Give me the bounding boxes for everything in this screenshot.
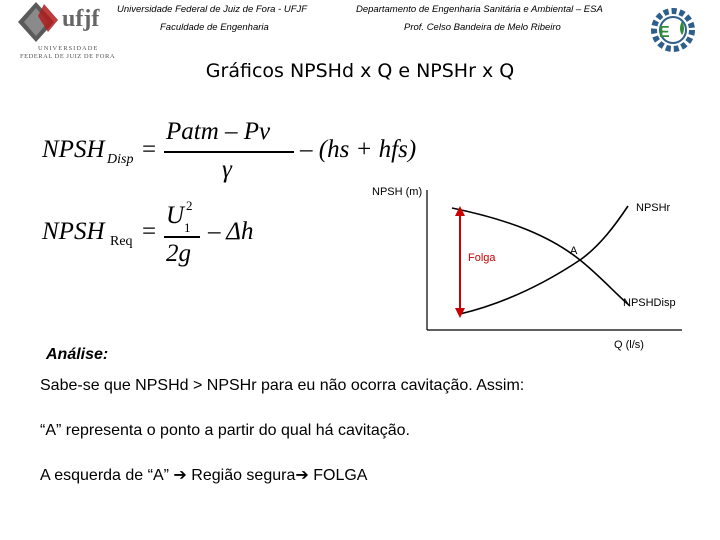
formula-npsh-req (42, 198, 342, 274)
ufjf-logo-caption-1: UNIVERSIDADE (38, 45, 99, 52)
formula2-numerator: U (166, 202, 185, 229)
analysis-line-1: Sabe-se que NPSHd > NPSHr para eu não ocorra cavitação. Assim: (40, 377, 525, 394)
header-department: Departamento de Engenharia Sanitária e Ambiental – ESA (356, 4, 603, 15)
formula1-fraction-bar (164, 151, 294, 153)
analysis-heading: Análise: (46, 346, 109, 363)
formula2-lhs: NPSH (42, 218, 105, 245)
x-axis-label: Q (l/s) (614, 339, 644, 351)
formula1-numerator: Patm – Pv (166, 118, 271, 145)
gear-icon (645, 5, 700, 55)
gap-label: Folga (468, 252, 496, 264)
header-university: Universidade Federal de Juiz de Fora - UFJF (117, 4, 308, 15)
formula2-numerator-sup: 2 (186, 198, 193, 213)
point-a-label: A (570, 245, 578, 257)
esa-logo-letter: E (659, 24, 670, 41)
npsh-chart (360, 176, 690, 356)
ufjf-logo-caption-2: FEDERAL DE JUIZ DE FORA (20, 53, 116, 60)
header-faculty: Faculdade de Engenharia (160, 22, 269, 33)
ufjf-logo-text: ufjf (62, 6, 100, 32)
arrow-right-icon: ➔ (295, 465, 309, 484)
curve-npsh-req-label: NPSHr (636, 202, 671, 214)
formula2-numerator-sub: 1 (184, 220, 191, 235)
header-professor: Prof. Celso Bandeira de Melo Ribeiro (404, 22, 561, 33)
slide-title: Gráficos NPSHd x Q e NPSHr x Q (205, 60, 515, 82)
formula1-lhs-sub: Disp (107, 152, 134, 167)
esa-logo (645, 5, 700, 55)
analysis-line-3-region: Região segura (191, 467, 296, 484)
formula2-lhs-sub: Req (110, 234, 133, 249)
formula2-equals: = (142, 218, 157, 245)
formula-npsh-disp (42, 118, 417, 188)
y-axis-label: NPSH (m) (372, 186, 423, 198)
formula1-equals: = (142, 136, 157, 163)
formula2-fraction-bar (164, 236, 200, 238)
curve-npsh-disp-label: NPSHDisp (623, 297, 676, 309)
analysis-line-2: “A” representa o ponto a partir do qual há cavitação. (40, 422, 410, 439)
analysis-line-3-left: A esquerda de “A” (40, 467, 169, 484)
arrow-right-icon: ➔ (173, 465, 187, 484)
formula2-tail: – Δh (208, 218, 254, 245)
formula1-denominator: γ (222, 156, 232, 183)
analysis-line-3-folga: FOLGA (313, 467, 368, 484)
formula1-lhs: NPSH (42, 136, 105, 163)
formula2-denominator: 2g (166, 240, 191, 267)
analysis-line-3 (40, 465, 367, 485)
ufjf-logo (18, 2, 123, 62)
formula1-tail: – (hs + hfs) (300, 136, 417, 163)
